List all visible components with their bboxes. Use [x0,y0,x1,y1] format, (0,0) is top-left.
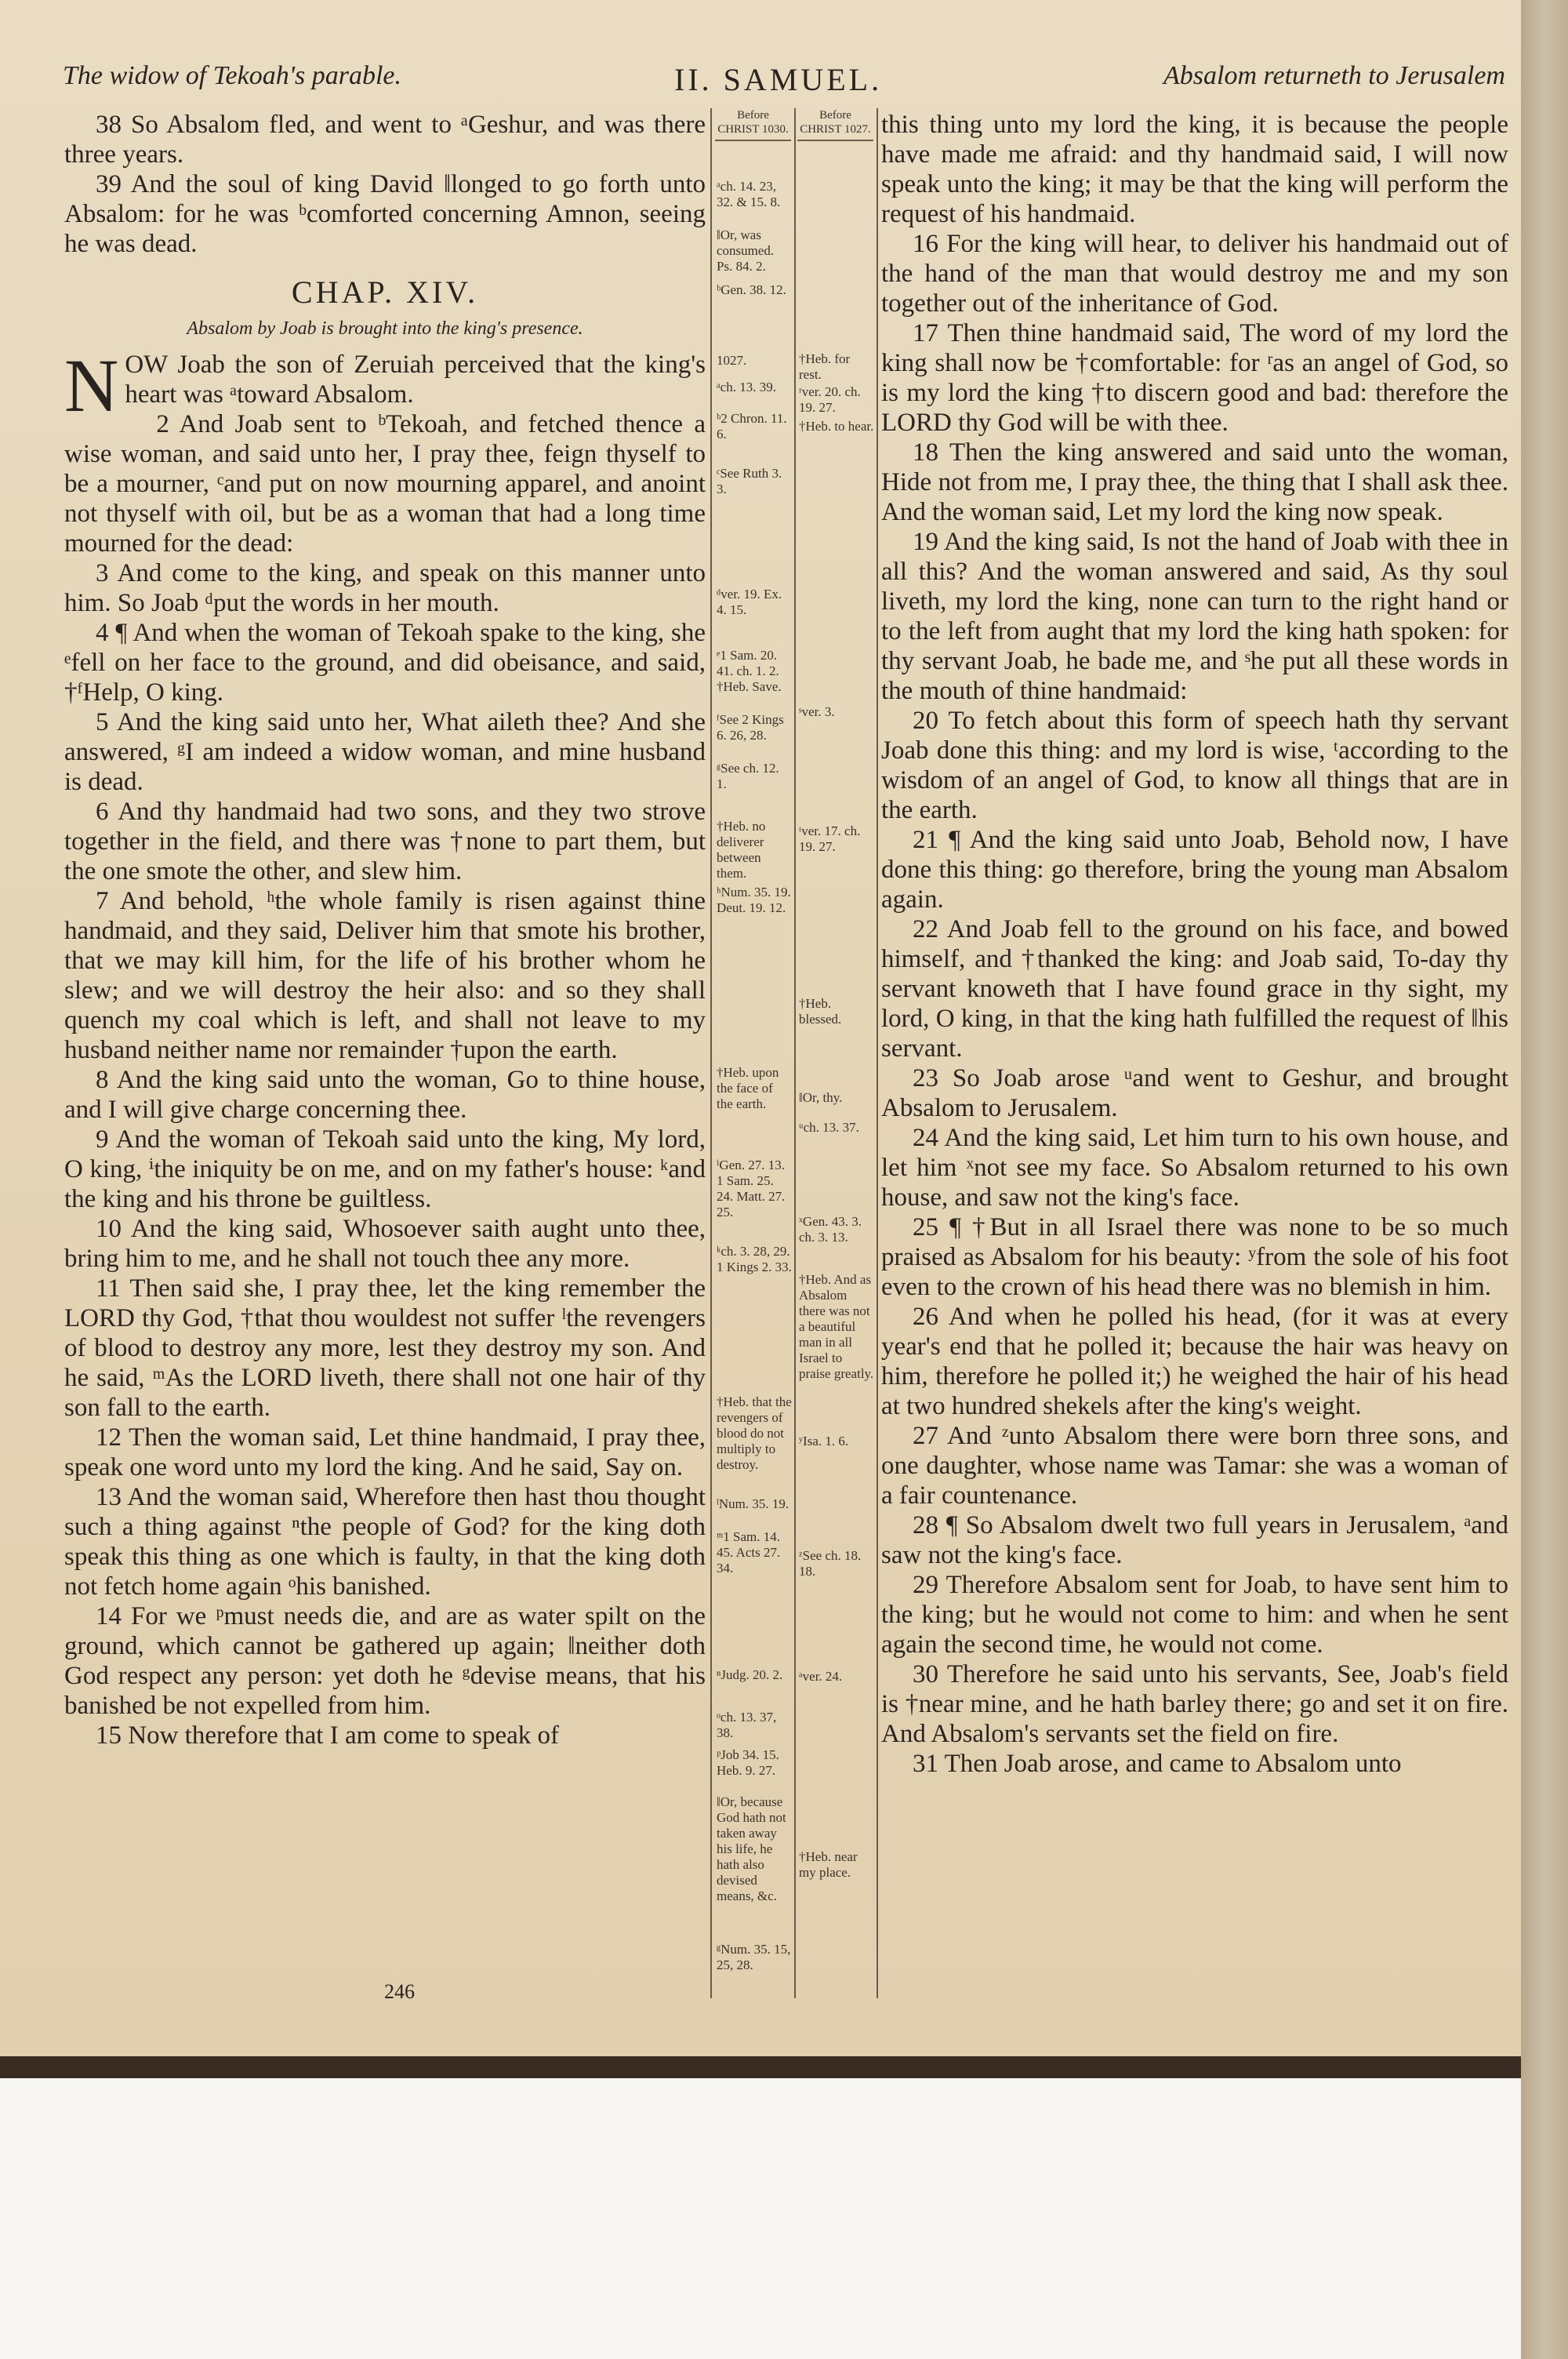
verse-paragraph: 29 Therefore Absalom sent for Joab, to have sent him to the king; but he would not come to him: and when he sent again the second time, he would not come. [881,1571,1508,1659]
verse-paragraph: 3 And come to the king, and speak on this manner unto him. So Joab ᵈput the words in her mouth. [64,559,706,617]
verse-paragraph: 22 And Joab fell to the ground on his face, and bowed himself, and †thanked the king: and Joab said, To-day thy servant knoweth that I have found grace in thy sight, my lord, O king, in that the king hath fulfilled the request of ‖his servant. [881,915,1508,1063]
margin-note: ᶻSee ch. 18. 18. [799,1548,862,1579]
margin-note: ˢver. 3. [799,704,835,719]
margin-note: ‖Or, because God hath not taken away his life, he hath also devised means, &c. [717,1794,786,1903]
verse-paragraph: 9 And the woman of Tekoah said unto the king, My lord, O king, ⁱthe iniquity be on me, and on my father's house: ᵏand the king and his throne be guiltless. [64,1125,706,1213]
verse-paragraph: 19 And the king said, Is not the hand of Joab with thee in all this? And the woman answered and said, As thy soul liveth, my lord the king, none can turn to the right hand or to the left from aught that my lord the king hath spoken: for thy servant Joab, he bade me, and ˢhe put all these words in the mouth of thine handmaid: [881,528,1508,705]
verse-paragraph: 14 For we ᵖmust needs die, and are as water spilt on the ground, which cannot be gathered up again; ‖neither doth God respect any person: yet doth he ᵍdevise means, that his banished be not expelled from him. [64,1602,706,1720]
margin-references-a [710,108,796,1998]
verse-paragraph: 11 Then said she, I pray thee, let the king remember the LORD thy God, †that thou wouldest not suffer ˡthe revengers of blood to destroy any more, lest they destroy my son. And he said, ᵐAs the LORD liveth, there shall not one hair of thy son fall to the earth. [64,1274,706,1422]
verse-paragraph: 28 ¶ So Absalom dwelt two full years in Jerusalem, ᵃand saw not the king's face. [881,1511,1508,1569]
margin-note: †Heb. no deliverer between them. [717,819,766,881]
margin-note: ᵃver. 24. [799,1669,843,1684]
verse-paragraph: 13 And the woman said, Wherefore then hast thou thought such a thing against ⁿthe people of God? for the king doth speak this thing as one which is faulty, in that the king doth not fetch home again ᵒhis banished. [64,1483,706,1601]
verse-paragraph: 8 And the king said unto the woman, Go to thine house, and I will give charge concerning thee. [64,1066,706,1124]
margin-note: †Heb. upon the face of the earth. [717,1065,779,1111]
verse-paragraph: 18 Then the king answered and said unto the woman, Hide not from me, I pray thee, the thing that I shall ask thee. And the woman said, Let my lord the king now speak. [881,438,1508,526]
verse-paragraph: 24 And the king said, Let him turn to his own house, and let him ˣnot see my face. So Absalom returned to his own house, and saw not the king's face. [881,1124,1508,1212]
margin-note: ᵖJob 34. 15. Heb. 9. 27. [717,1747,779,1778]
margin-note: ˣGen. 43. 3. ch. 3. 13. [799,1214,862,1245]
verse-paragraph: this thing unto my lord the king, it is because the people have made me afraid: and thy handmaid said, I will now speak unto the king; it may be that the king will perform the request of his handmaid. [881,111,1508,228]
margin-note: †Heb. to hear. [799,419,874,434]
margin-note: 1027. [717,353,747,368]
running-head [63,61,1505,100]
page-number: 246 [384,1980,415,2003]
margin-date-header: Before CHRIST 1027. [797,108,873,141]
verse-paragraph: 15 Now therefore that I am come to speak of [96,1721,560,1750]
margin-note: ᵐ1 Sam. 14. 45. Acts 27. 34. [717,1529,781,1576]
margin-note: ᵘch. 13. 37. [799,1120,859,1135]
margin-note: ᵇ2 Chron. 11. 6. [717,411,787,442]
verse-paragraph: 25 ¶ †But in all Israel there was none to be so much praised as Absalom for his beauty: ʸfrom the sole of his foot even to the crown of his head there was no blemish in him. [881,1213,1508,1301]
book-spine-edge [1521,0,1568,2359]
margin-note: ᵗver. 17. ch. 19. 27. [799,823,861,854]
verse-paragraph: 12 Then the woman said, Let thine handmaid, I pray thee, speak one word unto my lord the king. And he said, Say on. [64,1423,706,1481]
verse-paragraph: 38 So Absalom fled, and went to ᵃGeshur, and was there three years. [64,111,706,169]
margin-note: ᵃch. 14. 23, 32. & 15. 8. [717,179,781,209]
margin-date-header: Before CHRIST 1030. [715,108,791,141]
margin-note: ⁱGen. 27. 13. 1 Sam. 25. 24. Matt. 27. 25. [717,1158,786,1219]
drop-cap: N [64,343,119,427]
margin-note: †Heb. blessed. [799,996,842,1027]
margin-note: ⁿJudg. 20. 2. [717,1667,783,1682]
verse-paragraph: 20 To fetch about this form of speech hath thy servant Joab done this thing: and my lord is wise, ᵗaccording to the wisdom of an angel of God, to know all things that are in the earth. [881,707,1508,824]
verse-paragraph: 31 Then Joab arose, and came to Absalom unto [913,1750,1402,1778]
margin-note: ᶜSee Ruth 3. 3. [717,466,782,496]
margin-note: ʸIsa. 1. 6. [799,1434,849,1448]
background-surface [0,2078,1521,2359]
verse-paragraph: 30 Therefore he said unto his servants, See, Joab's field is †near mine, and he hath barley there; go and set it on fire. And Absalom's servants set the field on fire. [881,1660,1508,1748]
margin-note: ᵇGen. 38. 12. [717,282,786,297]
verse-paragraph: 7 And behold, ʰthe whole family is risen against thine handmaid, and they said, Deliver him that smote his brother, that we may kill him, for the life of his brother whom he slew; and we will destroy the heir also: and so they shall quench my coal which is left, and shall not leave to my husband neither name nor remainder †upon the earth. [64,887,706,1064]
margin-note: ᵒch. 13. 37, 38. [717,1710,777,1740]
chapter-title: CHAP. XIV. [291,274,479,310]
verse-paragraph: 17 Then thine handmaid said, The word of my lord the king shall now be †comfortable: for ʳas an angel of God, so is my lord the king †to discern good and bad: therefore the LORD thy God will be with thee. [881,319,1508,437]
margin-note: ᵏch. 3. 28, 29. 1 Kings 2. 33. [717,1244,792,1274]
margin-note: †Heb. near my place. [799,1849,858,1880]
margin-note: ‖Or, thy. [799,1090,843,1105]
margin-note: ᵉ1 Sam. 20. 41. ch. 1. 2. [717,648,779,678]
verse-paragraph: 21 ¶ And the king said unto Joab, Behold now, I have done this thing: go therefore, bring the young man Absalom again. [881,826,1508,914]
verse-paragraph: 26 And when he polled his head, (for it was at every year's end that he polled it; because the hair was heavy on him, therefore he polled it;) he weighed the hair of his head at two hundred shekels after the king's weight. [881,1303,1508,1420]
margin-note: ‖Or, was consumed. Ps. 84. 2. [717,227,775,274]
margin-note: ᵃch. 13. 39. [717,380,776,394]
running-head-right: Absalom returneth to Jerusalem [1163,61,1505,90]
verse-paragraph: 2 And Joab sent to ᵇTekoah, and fetched thence a wise woman, and said unto her, I pray thee, feign thyself to be a mourner, ᶜand put on now mourning apparel, and anoint not thyself with oil, but be as a woman that had a long time mourned for the dead: [64,410,706,558]
margin-note: †Heb. for rest. [799,351,851,382]
margin-note: ᵈver. 19. Ex. 4. 15. [717,587,782,617]
verse-paragraph: 6 And thy handmaid had two sons, and they two strove together in the field, and there was †none to part them, but the one smote the other, and slew him. [64,798,706,885]
right-text-column [881,110,1508,1779]
verse-paragraph: 39 And the soul of king David ‖longed to go forth unto Absalom: for he was ᵇcomforted concerning Amnon, seeing he was dead. [64,170,706,258]
verse-paragraph: 4 ¶ And when the woman of Tekoah spake to the king, she ᵉfell on her face to the ground, and did obeisance, and said, †ᶠHelp, O king. [64,619,706,707]
running-head-book: II. SAMUEL. [674,62,883,97]
verse-paragraph: 5 And the king said unto her, What aileth thee? And she answered, ᵍI am indeed a widow woman, and mine husband is dead. [64,708,706,796]
margin-note: †Heb. that the revengers of blood do not multiply to destroy. [717,1394,792,1472]
margin-references-b [794,108,878,1998]
left-text-column [64,110,706,1750]
margin-note: †Heb. And as Absalom there was not a beautiful man in all Israel to praise greatly. [799,1272,874,1381]
verse-paragraph: 23 So Joab arose ᵘand went to Geshur, and brought Absalom to Jerusalem. [881,1064,1508,1122]
running-head-left: The widow of Tekoah's parable. [63,61,401,90]
verse-paragraph: 16 For the king will hear, to deliver his handmaid out of the hand of the man that would destroy me and my son together out of the inheritance of God. [881,230,1508,318]
margin-note: ˡNum. 35. 19. [717,1496,789,1511]
chapter-summary: Absalom by Joab is brought into the king's presence. [187,318,583,339]
margin-note: ʰNum. 35. 19. Deut. 19. 12. [717,885,791,915]
margin-note: ʳver. 20. ch. 19. 27. [799,384,861,415]
margin-note: ᵍNum. 35. 15, 25, 28. [717,1942,791,1972]
margin-note: ᶠSee 2 Kings 6. 26, 28. [717,712,784,743]
verse-paragraph: 27 And ᶻunto Absalom there were born three sons, and one daughter, whose name was Tamar: she was a woman of a fair countenance. [881,1422,1508,1510]
first-verse-text: OW Joab the son of Zeruiah perceived that the king's heart was ᵃtoward Absalom. [125,351,706,409]
first-verse [64,343,706,427]
verse-paragraph: 10 And the king said, Whosoever saith aught unto thee, bring him to me, and he shall not touch thee any more. [64,1215,706,1273]
margin-note: ᵍSee ch. 12. 1. [717,761,779,791]
margin-note: †Heb. Save. [717,679,782,694]
